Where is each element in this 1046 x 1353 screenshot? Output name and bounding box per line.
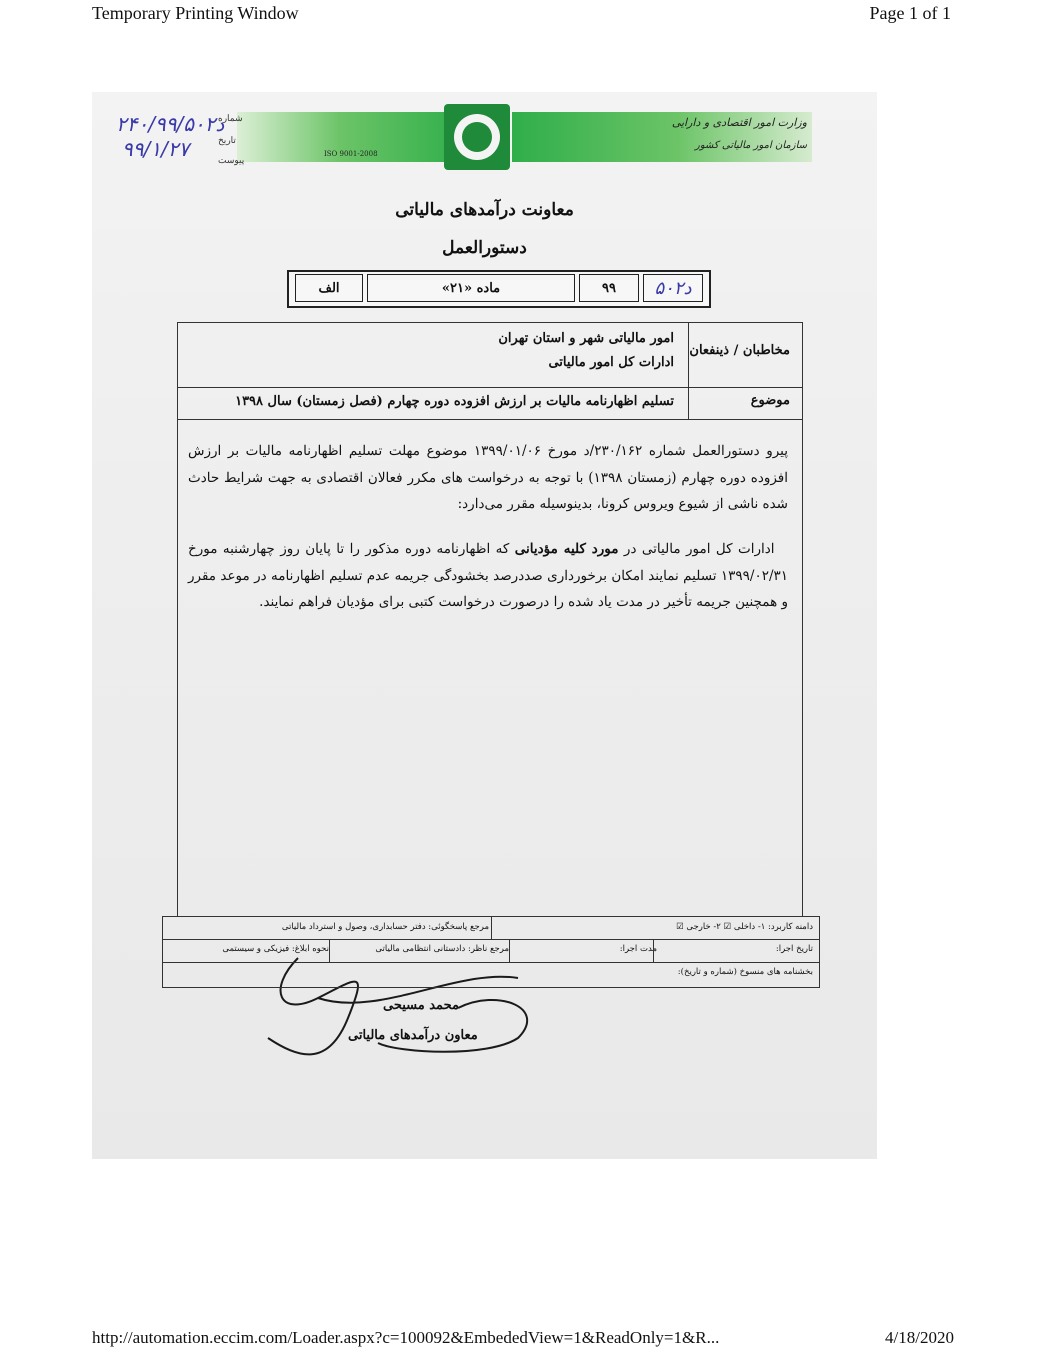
handwritten-number: ۲۴۰/۹۹/د۵۰۲	[116, 112, 225, 136]
page-url: http://automation.eccim.com/Loader.aspx?c=100092&EmbededView=1&ReadOnly=1&R...	[92, 1328, 720, 1347]
responder-reference: مرجع پاسخگوئی: دفتر حسابداری، وصول و استرداد مالیاتی	[281, 922, 489, 932]
recipients-line-2: ادارات کل امور مالیاتی	[548, 355, 674, 370]
revoked-circulars: بخشنامه های منسوخ (شماره و تاریخ):	[677, 967, 813, 977]
execution-period: مدت اجرا:	[619, 944, 657, 954]
number-cell: د۵۰۲	[643, 274, 703, 302]
recipients-label: مخاطبان / ذینفعان	[689, 343, 790, 358]
year-cell: ۹۹	[579, 274, 639, 302]
subject-label: موضوع	[750, 393, 790, 408]
iso-label: ISO 9001-2008	[324, 150, 378, 158]
page-indicator: Page 1 of 1	[869, 3, 951, 23]
organization-name: سازمان امور مالیاتی کشور	[695, 140, 807, 151]
paragraph-2-start: ادارات کل امور مالیاتی در	[618, 541, 775, 557]
article-cell: ماده «۲۱»	[367, 274, 575, 302]
footer-divider	[491, 917, 492, 939]
body-paragraph-2	[188, 536, 788, 616]
series-cell: الف	[295, 274, 363, 302]
number-label: شماره	[218, 114, 243, 124]
table-divider	[688, 323, 689, 419]
deputyship-title: معاونت درآمدهای مالیاتی	[395, 200, 574, 220]
document-number-box	[287, 270, 711, 308]
addressee-subject-table	[177, 322, 803, 420]
ministry-name: وزارت امور اقتصادی و دارایی	[671, 116, 807, 129]
usage-scope: دامنه کاربرد: ۱- داخلی ☑ ۲- خارجی ☑	[676, 922, 813, 932]
print-date: 4/18/2020	[885, 1328, 954, 1347]
footer-row-2	[163, 939, 819, 963]
document-footer-table	[162, 916, 820, 988]
supervisor-reference: مرجع ناظر: دادستانی انتظامی مالیاتی	[375, 944, 509, 954]
tax-organization-logo	[444, 104, 510, 170]
recipients-line-1: امور مالیاتی شهر و استان تهران	[498, 331, 674, 346]
notification-method: نحوه ابلاغ: فیزیکی و سیستمی	[222, 944, 329, 954]
footer-row-3	[163, 962, 819, 986]
recipients-row	[178, 323, 802, 388]
signer-name: محمد مسیحی	[383, 998, 459, 1013]
print-footer	[0, 1328, 1046, 1353]
subject-row	[178, 387, 802, 418]
paragraph-2-emphasis: مورد کلیه مؤدیانی	[514, 541, 619, 557]
document-type: دستورالعمل	[442, 238, 527, 258]
signer-title: معاون درآمدهای مالیاتی	[348, 1028, 478, 1043]
body-paragraph-1: پیرو دستورالعمل شماره ۲۳۰/۱۶۲/د مورخ ۱۳۹۹/۰۱/۰۶ موضوع مهلت تسلیم اظهارنامه مالیات بر ارزش افزوده دوره چهارم (زمستان ۱۳۹۸) با توجه به درخواست های مکرر فعالان اقتصادی به جهت شرایط حادث شده ناشی از شیوع ویروس کرونا، بدینوسیله مقرر می‌دارد:	[188, 443, 789, 512]
execution-date: تاریخ اجرا:	[775, 944, 813, 954]
letter-page	[92, 92, 877, 1159]
print-header	[0, 0, 1046, 30]
attachment-label: پیوست	[218, 156, 245, 166]
footer-divider	[329, 939, 330, 962]
window-title: Temporary Printing Window	[92, 3, 299, 23]
subject-value: تسلیم اظهارنامه مالیات بر ارزش افزوده دوره چهارم (فصل زمستان) سال ۱۳۹۸	[235, 394, 674, 409]
handwritten-date: ۹۹/۱/۲۷	[122, 137, 190, 161]
date-label: تاریخ	[218, 136, 236, 146]
footer-divider	[509, 939, 510, 962]
document-photo	[92, 92, 877, 1159]
paragraph-2-end: که اظهارنامه دوره مذکور را تا پایان روز چهارشنبه مورخ ۱۳۹۹/۰۲/۳۱ تسلیم نمایند امکان برخورداری صددرصد بخشودگی جریمه عدم تسلیم اظهارنامه در موعد مقرر و همچنین جریمه تأخیر در مدت یاد شده را درصورت درخواست کتبی برای مؤدیان فراهم نمایند.	[188, 541, 788, 610]
footer-divider	[653, 939, 654, 962]
